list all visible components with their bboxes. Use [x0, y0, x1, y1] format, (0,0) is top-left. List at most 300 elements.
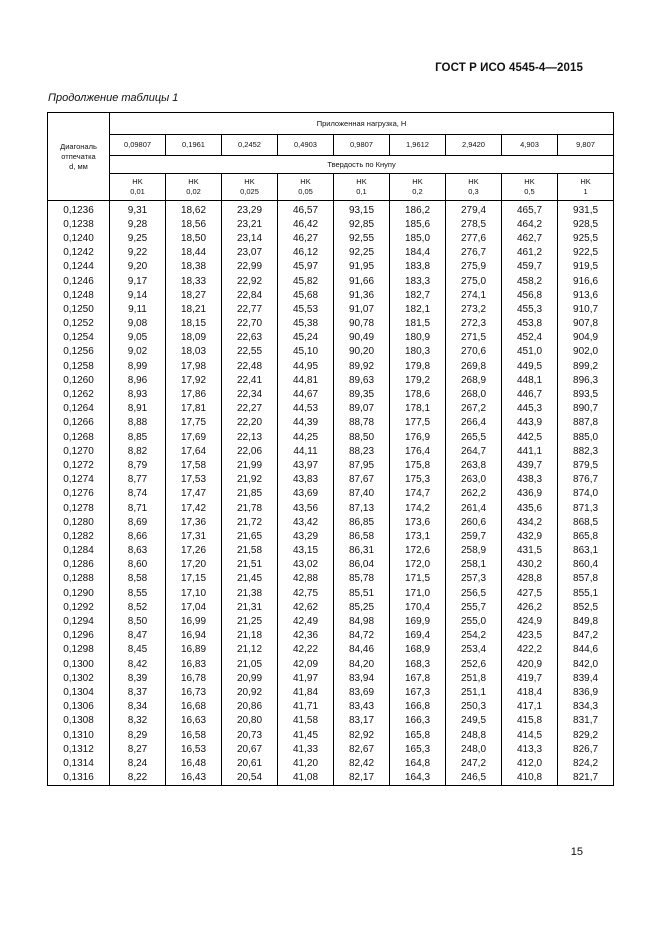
hardness-cell: 8,85: [110, 430, 166, 444]
hardness-cell: 45,97: [278, 260, 334, 274]
table-row: [48, 487, 614, 501]
hardness-cell: 42,49: [278, 614, 334, 628]
table-row: [48, 572, 614, 586]
diagonal-cell: 0,1262: [48, 387, 110, 401]
hk-unit-line: HK: [412, 177, 423, 186]
hardness-cell: 459,7: [502, 260, 558, 274]
table-row: [48, 402, 614, 416]
hardness-cell: 18,33: [166, 274, 222, 288]
hardness-cell: 269,8: [446, 359, 502, 373]
hardness-cell: 8,47: [110, 629, 166, 643]
hk-unit-header: [166, 174, 222, 201]
hardness-cell: 20,54: [222, 771, 278, 786]
hardness-cell: 46,57: [278, 201, 334, 218]
hk-unit-header: [502, 174, 558, 201]
hardness-cell: 92,85: [334, 217, 390, 231]
hardness-cell: 246,5: [446, 771, 502, 786]
load-value: 0,09807: [110, 135, 166, 156]
hardness-cell: 17,58: [166, 458, 222, 472]
hardness-cell: 85,78: [334, 572, 390, 586]
hardness-cell: 415,8: [502, 714, 558, 728]
hardness-cell: 175,3: [390, 473, 446, 487]
hardness-cell: 22,34: [222, 387, 278, 401]
hardness-cell: 16,94: [166, 629, 222, 643]
hardness-table: [47, 112, 614, 786]
hardness-cell: 82,92: [334, 728, 390, 742]
table-row: [48, 544, 614, 558]
hardness-cell: 167,8: [390, 671, 446, 685]
diagonal-cell: 0,1274: [48, 473, 110, 487]
hardness-cell: 44,67: [278, 387, 334, 401]
hardness-cell: 91,66: [334, 274, 390, 288]
hardness-cell: 422,2: [502, 643, 558, 657]
hardness-cell: 8,42: [110, 657, 166, 671]
hardness-cell: 260,6: [446, 515, 502, 529]
hardness-cell: 261,4: [446, 501, 502, 515]
hardness-cell: 169,4: [390, 629, 446, 643]
hardness-cell: 20,67: [222, 742, 278, 756]
hardness-cell: 249,5: [446, 714, 502, 728]
hardness-cell: 250,3: [446, 700, 502, 714]
table-row: [48, 629, 614, 643]
hk-unit-line: HK: [132, 177, 143, 186]
table-row: [48, 473, 614, 487]
hardness-cell: 876,7: [558, 473, 614, 487]
hk-unit-line: HK: [356, 177, 367, 186]
hardness-cell: 412,0: [502, 756, 558, 770]
hardness-cell: 273,2: [446, 302, 502, 316]
hardness-cell: 8,58: [110, 572, 166, 586]
diagonal-cell: 0,1314: [48, 756, 110, 770]
hardness-cell: 931,5: [558, 201, 614, 218]
hk-unit-line: HK: [468, 177, 479, 186]
table-row: [48, 260, 614, 274]
hardness-cell: 41,71: [278, 700, 334, 714]
hardness-cell: 448,1: [502, 373, 558, 387]
table-row: [48, 444, 614, 458]
hardness-cell: 453,8: [502, 317, 558, 331]
hardness-cell: 16,73: [166, 685, 222, 699]
hardness-cell: 9,31: [110, 201, 166, 218]
diagonal-cell: 0,1306: [48, 700, 110, 714]
hardness-cell: 168,9: [390, 643, 446, 657]
hardness-cell: 18,21: [166, 302, 222, 316]
hardness-cell: 885,0: [558, 430, 614, 444]
hardness-cell: 16,48: [166, 756, 222, 770]
hardness-cell: 185,0: [390, 231, 446, 245]
hardness-cell: 253,4: [446, 643, 502, 657]
hardness-cell: 17,64: [166, 444, 222, 458]
hardness-cell: 455,3: [502, 302, 558, 316]
hardness-cell: 863,1: [558, 544, 614, 558]
hardness-cell: 907,8: [558, 317, 614, 331]
hardness-cell: 258,1: [446, 558, 502, 572]
hardness-cell: 46,12: [278, 246, 334, 260]
diagonal-cell: 0,1290: [48, 586, 110, 600]
hardness-cell: 21,65: [222, 529, 278, 543]
hardness-cell: 418,4: [502, 685, 558, 699]
hardness-cell: 434,2: [502, 515, 558, 529]
hardness-cell: 82,42: [334, 756, 390, 770]
hk-unit-header: [446, 174, 502, 201]
hardness-cell: 183,3: [390, 274, 446, 288]
hardness-cell: 88,78: [334, 416, 390, 430]
hardness-cell: 263,8: [446, 458, 502, 472]
hardness-cell: 183,8: [390, 260, 446, 274]
hardness-cell: 277,6: [446, 231, 502, 245]
diagonal-cell: 0,1264: [48, 402, 110, 416]
hardness-cell: 844,6: [558, 643, 614, 657]
hardness-cell: 22,84: [222, 288, 278, 302]
hardness-cell: 456,8: [502, 288, 558, 302]
hardness-cell: 21,99: [222, 458, 278, 472]
hardness-cell: 836,9: [558, 685, 614, 699]
table-row: [48, 217, 614, 231]
hardness-cell: 18,62: [166, 201, 222, 218]
hardness-cell: 824,2: [558, 756, 614, 770]
hardness-cell: 171,5: [390, 572, 446, 586]
hardness-cell: 41,20: [278, 756, 334, 770]
diagonal-cell: 0,1300: [48, 657, 110, 671]
hardness-cell: 43,56: [278, 501, 334, 515]
hardness-cell: 83,43: [334, 700, 390, 714]
table-row: [48, 416, 614, 430]
diagonal-cell: 0,1248: [48, 288, 110, 302]
hardness-cell: 181,5: [390, 317, 446, 331]
hardness-cell: 9,22: [110, 246, 166, 260]
table-row: [48, 515, 614, 529]
hardness-cell: 268,9: [446, 373, 502, 387]
hardness-cell: 428,8: [502, 572, 558, 586]
hardness-cell: 904,9: [558, 331, 614, 345]
load-value: 0,9807: [334, 135, 390, 156]
diagonal-header-line: отпечатка: [61, 151, 96, 161]
table-row: [48, 756, 614, 770]
hardness-cell: 8,74: [110, 487, 166, 501]
hardness-cell: 451,0: [502, 345, 558, 359]
hardness-cell: 17,31: [166, 529, 222, 543]
hardness-cell: 45,24: [278, 331, 334, 345]
load-value: 0,1961: [166, 135, 222, 156]
hardness-cell: 8,24: [110, 756, 166, 770]
hardness-cell: 45,38: [278, 317, 334, 331]
hardness-cell: 182,7: [390, 288, 446, 302]
table-row: [48, 657, 614, 671]
hardness-cell: 272,3: [446, 317, 502, 331]
table-row: [48, 558, 614, 572]
table-row: [48, 246, 614, 260]
hardness-cell: 441,1: [502, 444, 558, 458]
hardness-cell: 23,14: [222, 231, 278, 245]
hardness-cell: 8,77: [110, 473, 166, 487]
hardness-cell: 45,68: [278, 288, 334, 302]
hk-unit-row: [48, 174, 614, 201]
hardness-cell: 871,3: [558, 501, 614, 515]
hardness-cell: 17,53: [166, 473, 222, 487]
hardness-cell: 842,0: [558, 657, 614, 671]
hardness-cell: 22,06: [222, 444, 278, 458]
hardness-cell: 84,20: [334, 657, 390, 671]
hk-unit-line: 0,3: [468, 187, 479, 196]
hardness-cell: 42,22: [278, 643, 334, 657]
hardness-cell: 164,8: [390, 756, 446, 770]
hardness-cell: 887,8: [558, 416, 614, 430]
hardness-cell: 17,10: [166, 586, 222, 600]
hardness-cell: 91,95: [334, 260, 390, 274]
hardness-cell: 165,8: [390, 728, 446, 742]
hardness-cell: 9,20: [110, 260, 166, 274]
hardness-cell: 22,41: [222, 373, 278, 387]
hardness-cell: 8,52: [110, 600, 166, 614]
diagonal-cell: 0,1298: [48, 643, 110, 657]
diagonal-cell: 0,1286: [48, 558, 110, 572]
hardness-cell: 413,3: [502, 742, 558, 756]
hardness-cell: 9,11: [110, 302, 166, 316]
hardness-cell: 21,72: [222, 515, 278, 529]
hardness-cell: 21,12: [222, 643, 278, 657]
diagonal-cell: 0,1240: [48, 231, 110, 245]
diagonal-cell: 0,1302: [48, 671, 110, 685]
hk-unit-header: [278, 174, 334, 201]
hardness-cell: 22,55: [222, 345, 278, 359]
hardness-cell: 18,15: [166, 317, 222, 331]
hardness-cell: 258,9: [446, 544, 502, 558]
hardness-cell: 464,2: [502, 217, 558, 231]
hardness-cell: 17,36: [166, 515, 222, 529]
hardness-cell: 18,09: [166, 331, 222, 345]
table-row: [48, 700, 614, 714]
hardness-cell: 829,2: [558, 728, 614, 742]
hardness-cell: 16,83: [166, 657, 222, 671]
hardness-cell: 263,0: [446, 473, 502, 487]
hardness-cell: 168,3: [390, 657, 446, 671]
hardness-cell: 82,17: [334, 771, 390, 786]
load-value: 4,903: [502, 135, 558, 156]
hardness-cell: 22,77: [222, 302, 278, 316]
hardness-cell: 22,13: [222, 430, 278, 444]
hardness-cell: 43,83: [278, 473, 334, 487]
diagonal-cell: 0,1258: [48, 359, 110, 373]
hardness-cell: 42,62: [278, 600, 334, 614]
hardness-cell: 251,1: [446, 685, 502, 699]
hardness-cell: 41,84: [278, 685, 334, 699]
hardness-cell: 438,3: [502, 473, 558, 487]
hardness-cell: 42,09: [278, 657, 334, 671]
hardness-cell: 271,5: [446, 331, 502, 345]
hardness-cell: 268,0: [446, 387, 502, 401]
hardness-cell: 23,29: [222, 201, 278, 218]
table-row: [48, 728, 614, 742]
hardness-cell: 84,98: [334, 614, 390, 628]
load-value: 9,807: [558, 135, 614, 156]
hardness-cell: 16,68: [166, 700, 222, 714]
hardness-cell: 170,4: [390, 600, 446, 614]
hardness-cell: 256,5: [446, 586, 502, 600]
hk-unit-line: 0,01: [130, 187, 145, 196]
hardness-cell: 18,38: [166, 260, 222, 274]
hardness-cell: 46,27: [278, 231, 334, 245]
load-header: Приложенная нагрузка, Н: [110, 113, 614, 135]
hardness-cell: 874,0: [558, 487, 614, 501]
hardness-cell: 178,6: [390, 387, 446, 401]
hardness-cell: 18,27: [166, 288, 222, 302]
table-row: [48, 274, 614, 288]
diagonal-cell: 0,1242: [48, 246, 110, 260]
hardness-cell: 8,66: [110, 529, 166, 543]
hardness-cell: 276,7: [446, 246, 502, 260]
hardness-cell: 22,99: [222, 260, 278, 274]
diagonal-cell: 0,1244: [48, 260, 110, 274]
hardness-cell: 174,2: [390, 501, 446, 515]
hardness-cell: 17,47: [166, 487, 222, 501]
table-row: [48, 359, 614, 373]
hk-unit-line: 0,5: [524, 187, 535, 196]
hardness-cell: 9,25: [110, 231, 166, 245]
diagonal-cell: 0,1260: [48, 373, 110, 387]
table-body: [48, 201, 614, 786]
hardness-cell: 43,02: [278, 558, 334, 572]
hardness-cell: 826,7: [558, 742, 614, 756]
hardness-cell: 8,91: [110, 402, 166, 416]
hardness-cell: 8,45: [110, 643, 166, 657]
hardness-cell: 430,2: [502, 558, 558, 572]
diagonal-cell: 0,1292: [48, 600, 110, 614]
hardness-cell: 180,3: [390, 345, 446, 359]
table-row: [48, 742, 614, 756]
hardness-cell: 185,6: [390, 217, 446, 231]
hardness-cell: 17,20: [166, 558, 222, 572]
hardness-cell: 445,3: [502, 402, 558, 416]
hardness-cell: 925,5: [558, 231, 614, 245]
hardness-cell: 167,3: [390, 685, 446, 699]
table-row: [48, 458, 614, 472]
hk-unit-header: [558, 174, 614, 201]
hardness-header: Твердость по Кнупу: [110, 156, 614, 174]
hardness-cell: 831,7: [558, 714, 614, 728]
hardness-cell: 169,9: [390, 614, 446, 628]
hardness-cell: 85,51: [334, 586, 390, 600]
hardness-cell: 436,9: [502, 487, 558, 501]
hardness-cell: 419,7: [502, 671, 558, 685]
hardness-cell: 461,2: [502, 246, 558, 260]
hardness-cell: 17,81: [166, 402, 222, 416]
table-row: [48, 387, 614, 401]
diagonal-cell: 0,1282: [48, 529, 110, 543]
hardness-cell: 893,5: [558, 387, 614, 401]
hardness-cell: 252,6: [446, 657, 502, 671]
hardness-cell: 8,96: [110, 373, 166, 387]
hardness-cell: 462,7: [502, 231, 558, 245]
hardness-cell: 89,07: [334, 402, 390, 416]
diagonal-cell: 0,1304: [48, 685, 110, 699]
diagonal-header: [48, 113, 110, 201]
hardness-cell: 87,40: [334, 487, 390, 501]
hardness-cell: 84,46: [334, 643, 390, 657]
hardness-cell: 8,79: [110, 458, 166, 472]
hardness-cell: 847,2: [558, 629, 614, 643]
hardness-cell: 899,2: [558, 359, 614, 373]
hardness-cell: 17,69: [166, 430, 222, 444]
hardness-cell: 254,2: [446, 629, 502, 643]
hardness-cell: 86,58: [334, 529, 390, 543]
hardness-cell: 89,35: [334, 387, 390, 401]
hardness-cell: 919,5: [558, 260, 614, 274]
hardness-cell: 8,29: [110, 728, 166, 742]
hardness-cell: 879,5: [558, 458, 614, 472]
hardness-cell: 88,23: [334, 444, 390, 458]
hardness-cell: 176,4: [390, 444, 446, 458]
hardness-cell: 266,4: [446, 416, 502, 430]
hardness-cell: 82,67: [334, 742, 390, 756]
hardness-cell: 90,20: [334, 345, 390, 359]
hk-unit-header: [222, 174, 278, 201]
hardness-cell: 184,4: [390, 246, 446, 260]
hardness-cell: 21,85: [222, 487, 278, 501]
hardness-cell: 8,34: [110, 700, 166, 714]
hardness-cell: 275,0: [446, 274, 502, 288]
hardness-cell: 179,2: [390, 373, 446, 387]
diagonal-cell: 0,1238: [48, 217, 110, 231]
hardness-cell: 179,8: [390, 359, 446, 373]
hardness-cell: 22,92: [222, 274, 278, 288]
hardness-cell: 23,21: [222, 217, 278, 231]
hardness-cell: 21,05: [222, 657, 278, 671]
hardness-cell: 257,3: [446, 572, 502, 586]
load-value: 0,4903: [278, 135, 334, 156]
hardness-cell: 16,43: [166, 771, 222, 786]
table-row: [48, 614, 614, 628]
hardness-cell: 87,95: [334, 458, 390, 472]
hardness-cell: 424,9: [502, 614, 558, 628]
hardness-cell: 17,92: [166, 373, 222, 387]
hardness-cell: 45,10: [278, 345, 334, 359]
hardness-cell: 89,63: [334, 373, 390, 387]
hardness-cell: 83,17: [334, 714, 390, 728]
hardness-cell: 18,56: [166, 217, 222, 231]
hardness-cell: 16,58: [166, 728, 222, 742]
hardness-cell: 922,5: [558, 246, 614, 260]
hardness-cell: 910,7: [558, 302, 614, 316]
hardness-cell: 83,94: [334, 671, 390, 685]
hardness-cell: 43,15: [278, 544, 334, 558]
hardness-cell: 465,7: [502, 201, 558, 218]
hardness-cell: 9,14: [110, 288, 166, 302]
hardness-cell: 22,70: [222, 317, 278, 331]
hardness-cell: 8,37: [110, 685, 166, 699]
hardness-cell: 22,20: [222, 416, 278, 430]
hardness-cell: 182,1: [390, 302, 446, 316]
hardness-cell: 44,53: [278, 402, 334, 416]
diagonal-header-line: d, мм: [69, 161, 88, 171]
diagonal-cell: 0,1236: [48, 201, 110, 218]
hardness-cell: 41,08: [278, 771, 334, 786]
hardness-cell: 171,0: [390, 586, 446, 600]
table-row: [48, 288, 614, 302]
hardness-cell: 8,82: [110, 444, 166, 458]
diagonal-cell: 0,1250: [48, 302, 110, 316]
hk-unit-line: HK: [524, 177, 535, 186]
diagonal-cell: 0,1310: [48, 728, 110, 742]
hardness-cell: 84,72: [334, 629, 390, 643]
hardness-cell: 43,69: [278, 487, 334, 501]
hardness-cell: 8,93: [110, 387, 166, 401]
hardness-cell: 8,55: [110, 586, 166, 600]
hardness-cell: 21,51: [222, 558, 278, 572]
hardness-cell: 86,31: [334, 544, 390, 558]
hardness-cell: 16,78: [166, 671, 222, 685]
hardness-cell: 175,8: [390, 458, 446, 472]
hardness-cell: 16,63: [166, 714, 222, 728]
